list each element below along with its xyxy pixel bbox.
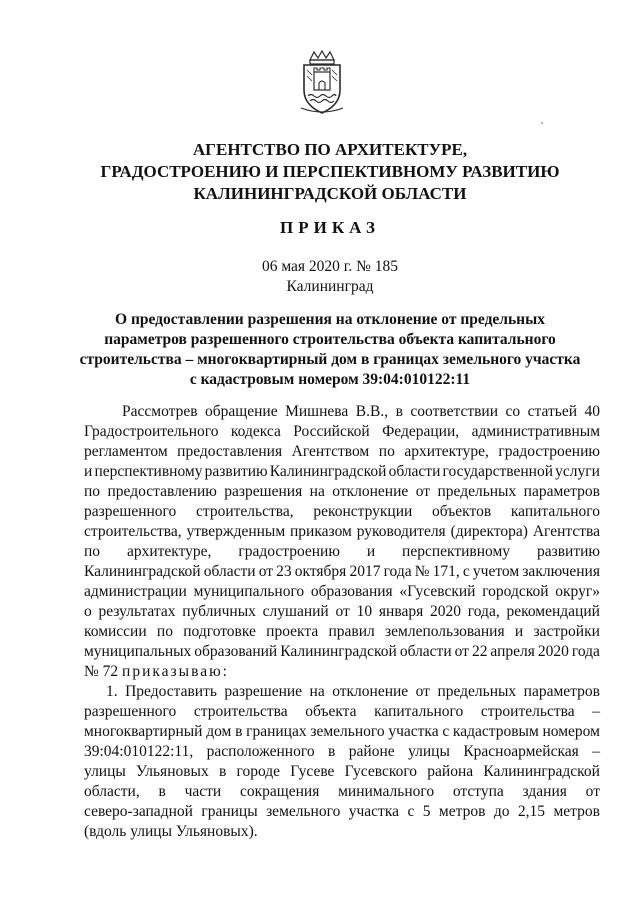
word: Калининградской xyxy=(84,563,201,580)
order-date-number: 06 мая 2020 г. № 185 xyxy=(261,258,399,275)
word: участка xyxy=(388,723,439,740)
word: объектов xyxy=(432,503,492,520)
word: от xyxy=(415,483,431,500)
word: государственной xyxy=(442,463,554,480)
word: от xyxy=(585,783,600,800)
order-number-ref: № 72 xyxy=(84,663,119,680)
word: в xyxy=(328,743,336,760)
word: года, xyxy=(467,603,500,620)
word: границы xyxy=(201,803,258,820)
word: Ульяновых xyxy=(136,763,209,780)
body-line xyxy=(84,562,600,582)
word: Гусевского xyxy=(344,763,418,780)
word: о xyxy=(84,603,92,620)
word: соответствии xyxy=(410,403,499,420)
word: муниципального xyxy=(193,583,305,600)
scan-speck xyxy=(541,122,543,124)
word: градостроению xyxy=(498,443,600,460)
word: утвержденным xyxy=(186,523,286,540)
word: и xyxy=(84,463,93,480)
body-line xyxy=(84,402,600,422)
word: 2020 xyxy=(537,643,569,660)
item-line xyxy=(84,802,600,822)
word: строительства xyxy=(480,703,575,720)
word: номером xyxy=(542,723,600,740)
word: от xyxy=(335,603,350,620)
word: отступа xyxy=(452,783,504,800)
word: метров xyxy=(553,803,600,820)
word: разрешение xyxy=(224,683,303,700)
word: В.В., xyxy=(355,403,389,420)
word: городской xyxy=(482,583,549,600)
word: многоквартирный xyxy=(84,723,203,740)
word: градостроению xyxy=(238,543,340,560)
word: 40 xyxy=(584,403,600,420)
body-line xyxy=(84,442,600,462)
word: комиссии xyxy=(84,623,147,640)
word: 2,15 xyxy=(517,803,546,820)
word: 23 xyxy=(276,563,292,580)
body-line xyxy=(84,582,600,602)
word: статьей xyxy=(527,403,577,420)
word: параметров xyxy=(523,483,600,500)
word: 5 xyxy=(422,803,431,820)
word: здания xyxy=(522,783,567,800)
word: кодекса xyxy=(230,423,281,440)
body-line xyxy=(84,422,600,442)
word: земельного xyxy=(310,723,385,740)
word: районе xyxy=(348,743,395,760)
item-1 xyxy=(84,682,600,842)
word: кадастровым xyxy=(452,723,539,740)
word: Мишнева xyxy=(285,403,349,420)
order-city: Калининград xyxy=(286,278,374,295)
word: улицы xyxy=(408,743,450,760)
word: публичных xyxy=(182,603,256,620)
word: Российской xyxy=(293,423,370,440)
word: в xyxy=(158,783,166,800)
word: области xyxy=(203,563,256,580)
word: услуги xyxy=(555,463,600,480)
word: – xyxy=(592,703,600,720)
word: января xyxy=(378,603,424,620)
word: северо-западной xyxy=(84,803,193,820)
agency-name-line: АГЕНТСТВО ПО АРХИТЕКТУРЕ, xyxy=(192,140,468,159)
body-line xyxy=(84,622,600,642)
word: 2017 xyxy=(349,563,381,580)
word: учетом xyxy=(472,563,520,580)
word: Агентства xyxy=(532,523,600,540)
word: № xyxy=(414,563,430,580)
word: регламентом xyxy=(84,443,168,460)
word: Федерации, xyxy=(382,423,460,440)
word: по xyxy=(378,443,395,460)
order-body xyxy=(84,402,600,842)
word: 22 xyxy=(471,643,488,660)
word: области xyxy=(399,643,452,660)
item-line xyxy=(84,762,600,782)
word: от xyxy=(415,683,430,700)
word: расположенного xyxy=(206,743,315,760)
word: предоставления xyxy=(177,443,283,460)
subject-line: О предоставлении разрешения на отклонение от предельных xyxy=(115,311,545,328)
word: слушаний xyxy=(262,603,329,620)
word: городе xyxy=(236,763,281,780)
word: – xyxy=(592,743,600,760)
word: и xyxy=(366,543,376,560)
word: перспективному xyxy=(94,463,203,480)
word: правил xyxy=(328,623,375,640)
word: строительства xyxy=(193,703,288,720)
agency-name-line: ГРАДОСТРОЕНИЮ И ПЕРСПЕКТИВНОМУ РАЗВИТИЮ xyxy=(100,162,560,181)
word: на xyxy=(309,483,325,500)
word: Гусеве xyxy=(290,763,335,780)
item-line xyxy=(84,782,600,802)
word: администрации xyxy=(84,583,187,600)
word: до xyxy=(493,803,510,820)
word: района xyxy=(427,763,474,780)
word: дом xyxy=(206,723,232,740)
word: рекомендаций xyxy=(506,603,600,620)
word: 1. xyxy=(106,683,118,700)
word: части xyxy=(184,783,222,800)
word: образования xyxy=(310,583,393,600)
word: объекта xyxy=(305,703,357,720)
word: результатах xyxy=(98,603,176,620)
word: на xyxy=(309,683,325,700)
word: от xyxy=(454,643,469,660)
item-line xyxy=(84,682,600,702)
word: 10 xyxy=(356,603,373,620)
word: минимального xyxy=(338,783,435,800)
word: параметров xyxy=(523,683,600,700)
item-line xyxy=(84,722,600,742)
word: Красноармейская xyxy=(463,743,579,760)
word: 171, xyxy=(432,563,460,580)
word: землепользования xyxy=(385,623,505,640)
word: муниципальных xyxy=(84,643,192,660)
word: образований xyxy=(194,643,278,660)
word: (директора) xyxy=(450,523,528,540)
word: от xyxy=(258,563,274,580)
word: реконструкции xyxy=(313,503,413,520)
coat-of-arms-icon xyxy=(296,50,348,116)
word: с xyxy=(462,563,470,580)
word: сокращения xyxy=(240,783,320,800)
order-keyword: приказываю: xyxy=(122,663,229,680)
word: и xyxy=(514,623,524,640)
word: округ» xyxy=(555,583,600,600)
word: года xyxy=(383,563,412,580)
word: обращение xyxy=(205,403,278,420)
word: застройки xyxy=(533,623,600,640)
body-line xyxy=(84,482,600,502)
word: предельных xyxy=(437,683,517,700)
word: Калининградской xyxy=(483,763,600,780)
word: архитектуре, xyxy=(126,543,212,560)
word: подготовке xyxy=(183,623,256,640)
word: по xyxy=(84,543,101,560)
body-line xyxy=(84,542,600,562)
item-line: (вдоль улицы Ульяновых). xyxy=(84,823,258,840)
word: 39:04:010122:11, xyxy=(84,743,194,760)
body-line-last xyxy=(84,662,600,682)
word: с xyxy=(442,723,450,740)
order-title: ПРИКАЗ xyxy=(280,218,380,237)
word: развитию xyxy=(204,463,268,480)
word: разрешенного xyxy=(84,703,177,720)
word: в xyxy=(235,723,243,740)
body-line xyxy=(84,502,600,522)
word: участка xyxy=(348,803,400,820)
word: отклонение xyxy=(332,483,409,500)
order-subject xyxy=(60,310,600,390)
word: строительства, xyxy=(84,523,182,540)
word: разрешения xyxy=(224,483,303,500)
word: архитектуре, xyxy=(404,443,489,460)
subject-line: с кадастровым номером 39:04:010122:11 xyxy=(189,371,471,388)
word: Рассмотрев xyxy=(122,403,198,420)
subject-line: параметров разрешенного строительства объекта капитального xyxy=(104,331,556,348)
word: в xyxy=(218,763,227,780)
word: года xyxy=(571,643,600,660)
word: области, xyxy=(84,783,140,800)
word: разрешенного xyxy=(84,503,177,520)
word: области xyxy=(388,463,441,480)
word: Калининградской xyxy=(269,463,387,480)
word: октября xyxy=(294,563,347,580)
word: капитального xyxy=(510,503,600,520)
order-date-block xyxy=(60,257,600,297)
body-line xyxy=(84,522,600,542)
word: предельных xyxy=(437,483,517,500)
word: Предоставить xyxy=(125,683,217,700)
word: по xyxy=(156,623,173,640)
word: отклонение xyxy=(332,683,409,700)
word: границах xyxy=(246,723,307,740)
body-line xyxy=(84,462,600,482)
word: капитального xyxy=(374,703,464,720)
word: приказом xyxy=(290,523,352,540)
body-line xyxy=(84,602,600,622)
agency-name-line: КАЛИНИНГРАДСКОЙ ОБЛАСТИ xyxy=(193,184,467,203)
word: проекта xyxy=(266,623,319,640)
agency-name xyxy=(60,139,600,205)
word: апреля xyxy=(490,643,535,660)
word: строительства, xyxy=(195,503,294,520)
body-line xyxy=(84,642,600,662)
word: земельного xyxy=(266,803,341,820)
word: 2020 xyxy=(430,603,461,620)
word: с xyxy=(407,803,415,820)
subject-line: строительства – многоквартирный дом в границах земельного участка xyxy=(79,351,581,368)
word: Калининградской xyxy=(280,643,397,660)
word: развитию xyxy=(536,543,600,560)
word: Агентством xyxy=(291,443,370,460)
word: руководителя xyxy=(356,523,446,540)
word: предоставлению xyxy=(107,483,217,500)
word: по xyxy=(84,483,101,500)
word: метров xyxy=(438,803,486,820)
word: перспективному xyxy=(402,543,511,560)
word: Градостроительного xyxy=(84,423,219,440)
word: заключения xyxy=(522,563,600,580)
item-line xyxy=(84,702,600,722)
word: со xyxy=(505,403,521,420)
word: «Гусевский xyxy=(399,583,476,600)
item-line xyxy=(84,742,600,762)
word: в xyxy=(395,403,403,420)
paragraph-1 xyxy=(84,402,600,682)
word: улицы xyxy=(84,763,126,780)
word: административным xyxy=(471,423,600,440)
